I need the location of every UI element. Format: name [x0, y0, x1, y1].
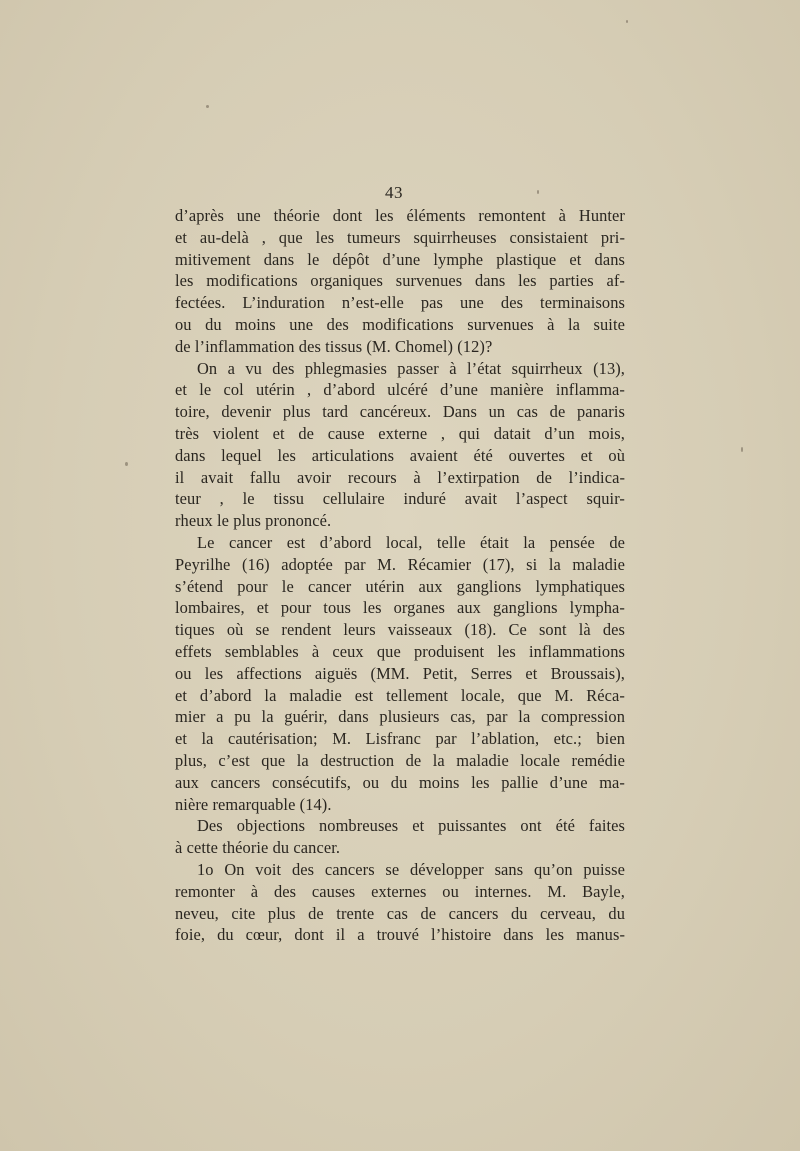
text-line: il avait fallu avoir recours à l’extirpation de l’indica- [175, 467, 625, 487]
text-line: et la cautérisation; M. Lisfranc par l’ablation, etc.; bien [175, 729, 625, 749]
paper-speck [125, 462, 128, 466]
text-line: dans lequel les articulations avaient été ouvertes et où [175, 445, 625, 465]
text-line: lombaires, et pour tous les organes aux ganglions lympha- [175, 598, 625, 618]
text-line: Peyrilhe (16) adoptée par M. Récamier (17), si la maladie [175, 554, 625, 574]
text-line: effets semblables à ceux que produisent les inflammations [175, 641, 625, 661]
page-number: 43 [385, 183, 403, 202]
text-line: et au-delà , que les tumeurs squirrheuses consistaient pri- [175, 227, 625, 247]
body-text [175, 205, 625, 946]
paper-speck [537, 190, 539, 194]
text-line: remonter à des causes externes ou internes. M. Bayle, [175, 881, 625, 901]
text-line: très violent et de cause externe , qui datait d’un mois, [175, 423, 625, 443]
text-line: ou les affections aiguës (MM. Petit, Serres et Broussais), [175, 663, 625, 683]
text-line: ou du moins une des modifications survenues à la suite [175, 314, 625, 334]
text-line: nière remarquable (14). [175, 794, 332, 814]
paper-speck [206, 105, 209, 108]
text-line: fectées. L’induration n’est-elle pas une des terminaisons [175, 293, 625, 313]
paper-speck [626, 20, 628, 23]
text-line: mitivement dans le dépôt d’une lymphe plastique et dans [175, 249, 625, 269]
text-line: rheux le plus prononcé. [175, 511, 332, 531]
text-line: neveu, cite plus de trente cas de cancers du cerveau, du [175, 903, 625, 923]
text-line: et le col utérin , d’abord ulcéré d’une manière inflamma- [175, 380, 625, 400]
text-line: tiques où se rendent leurs vaisseaux (18). Ce sont là des [175, 620, 625, 640]
text-line: et d’abord la maladie est tellement locale, que M. Réca- [175, 685, 625, 705]
text-line: s’étend pour le cancer utérin aux ganglions lymphatiques [175, 576, 625, 596]
text-line: teur , le tissu cellulaire induré avait l’aspect squir- [175, 489, 625, 509]
text-line: 1o On voit des cancers se développer sans qu’on puisse [197, 859, 625, 879]
text-line: les modifications organiques survenues dans les parties af- [175, 271, 625, 291]
text-line: plus, c’est que la destruction de la maladie locale remédie [175, 750, 625, 770]
text-line: aux cancers consécutifs, ou du moins les pallie d’une ma- [175, 772, 625, 792]
text-line: à cette théorie du cancer. [175, 838, 341, 858]
text-line: toire, devenir plus tard cancéreux. Dans un cas de panaris [175, 402, 625, 422]
text-line: mier a pu la guérir, dans plusieurs cas, par la compression [175, 707, 625, 727]
text-line: Des objections nombreuses et puissantes ont été faites [197, 816, 625, 836]
text-line: de l’inflammation des tissus (M. Chomel) (12)? [175, 336, 493, 356]
text-line: foie, du cœur, dont il a trouvé l’histoire dans les manus- [175, 925, 625, 945]
text-line: On a vu des phlegmasies passer à l’état squirrheux (13), [197, 358, 625, 378]
paper-speck [741, 447, 743, 452]
text-line: Le cancer est d’abord local, telle était la pensée de [197, 532, 625, 552]
text-line: d’après une théorie dont les éléments remontent à Hunter [175, 206, 625, 225]
